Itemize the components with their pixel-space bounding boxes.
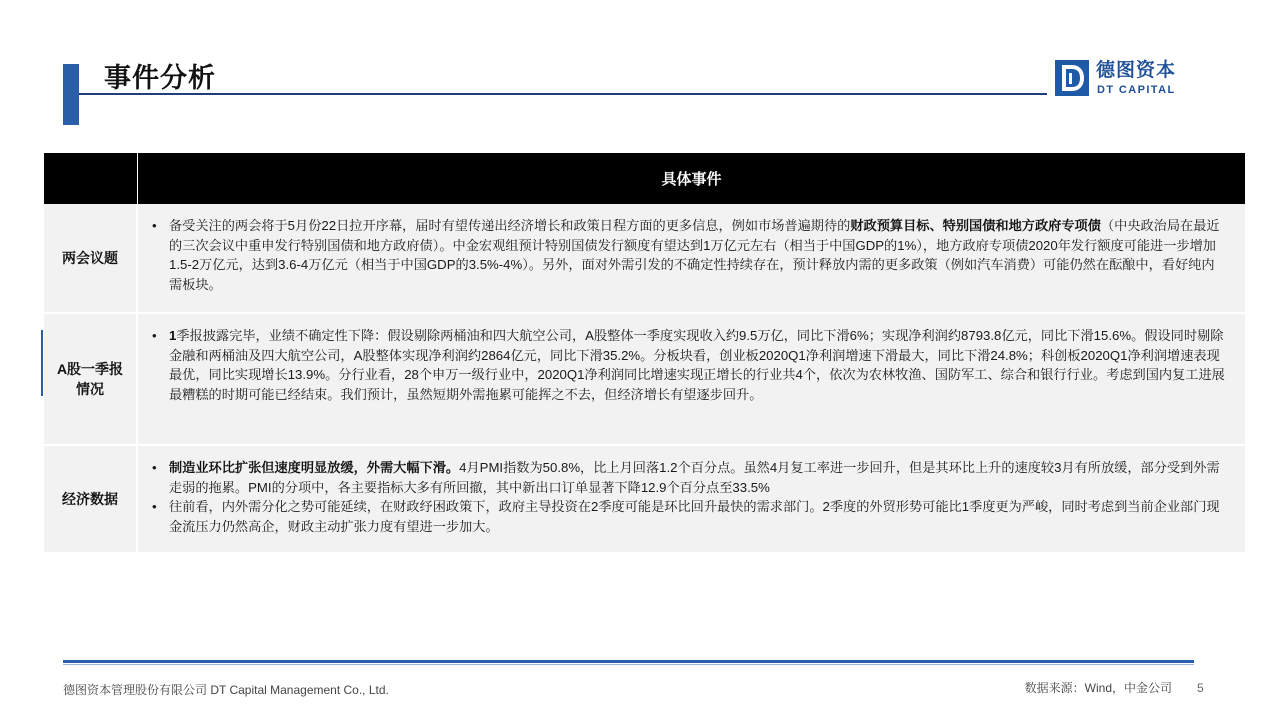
company-logo <box>1055 60 1195 100</box>
table-row <box>44 446 1245 554</box>
events-table <box>44 153 1245 554</box>
bullet-dot-icon: • <box>152 328 157 343</box>
table-header-title: 具体事件 <box>661 171 722 188</box>
footer-divider <box>63 660 1194 663</box>
bullet-dot-icon: • <box>152 499 157 514</box>
bullet-item <box>152 216 1225 294</box>
row-label: 经济数据 <box>44 446 138 552</box>
text-run: 4月PMI指数为50.8%，比上月回落1.2个百分点。虽然4月复工率进一步回升，但是其环比上升的速度较3月有所放缓，部分受到外需走弱的拖累。PMI的分项中，各主要指标大多有所回撤，其中新出口订单显著下降12.9个百分点至33.5% <box>169 460 1220 495</box>
row-label <box>44 314 138 444</box>
dt-logo-icon <box>1055 60 1089 96</box>
table-header-blank <box>44 153 138 204</box>
logo-text-cn: 德图资本 <box>1096 60 1177 81</box>
text-run-bold: 制造业环比扩张但速度明显放缓，外需大幅下滑。 <box>169 460 460 475</box>
footer-divider-thin <box>63 664 1194 665</box>
bullet-item <box>152 458 1225 497</box>
text-run-bold: 1 <box>169 328 177 343</box>
table-header <box>44 153 1245 204</box>
text-run-bold: 财政预算目标、特别国债和地方政府专项债 <box>850 218 1101 233</box>
title-divider <box>79 93 1047 95</box>
row-content <box>138 446 1245 552</box>
logo-text-en: DT CAPITAL <box>1097 84 1176 96</box>
text-run: 备受关注的两会将于5月份22日拉开序幕，届时有望传递出经济增长和政策日程方面的更多信息，例如市场普遍期待的 <box>169 218 851 233</box>
page-number: 5 <box>1197 681 1204 695</box>
table-row <box>44 314 1245 446</box>
table-row <box>44 204 1245 314</box>
text-run: 往前看，内外需分化之势可能延续，在财政纾困政策下，政府主导投资在2季度可能是环比回升最快的需求部门。2季度的外贸形势可能比1季度更为严峻，同时考虑到当前企业部门现金流压力仍然高企，财政主动扩张力度有望进一步加大。 <box>169 499 1220 534</box>
row-label-text: A股一季报情况 <box>56 361 124 397</box>
row-content <box>138 314 1245 444</box>
bullet-dot-icon: • <box>152 218 157 233</box>
row-label: 两会议题 <box>44 204 138 312</box>
page-title: 事件分析 <box>104 63 216 93</box>
row-marker <box>41 330 43 396</box>
footer-source: 数据来源：Wind，中金公司 <box>1024 681 1172 695</box>
bullet-item <box>152 326 1225 404</box>
text-run: 季报披露完毕，业绩不确定性下降：假设剔除两桶油和四大航空公司，A股整体一季度实现收入约9.5万亿，同比下滑6%；实现净利润约8793.8亿元，同比下滑15.6%。假设同时剔除金融和两桶油及四大航空公司，A股整体实现净利润约2864亿元，同比下滑35.2%。分板块看，创业板2020Q1净利润增速下滑最大，同比下滑24.8%；科创板2020Q1净利润增速表现最优，同比实现增长13.9%。分行业看，28个申万一级行业中，2020Q1净利润同比增速实现正增长的行业共4个，依次为农林牧渔、国防军工、综合和银行行业。考虑到国内复工进展最糟糕的时期可能已经结束。我们预计，虽然短期外需拖累可能挥之不去，但经济增长有望逐步回升。 <box>169 328 1225 402</box>
title-accent-bar <box>63 64 79 125</box>
text-run: （中央政治局在最近的三次会议中重申发行特别国债和地方政府债）。中金宏观组预计特别国债发行额度有望达到1万亿元左右（相当于中国GDP的1%），地方政府专项债2020年发行额度可能进一步增加1.5-2万亿元，达到3.6-4万亿元（相当于中国GDP的3.5%-4%）。另外，面对外需引发的不确定性持续存在，预计释放内需的更多政策（例如汽车消费）可能仍然在酝酿中，看好纯内需板块。 <box>169 218 1220 292</box>
bullet-item <box>152 497 1225 536</box>
footer-company: 德图资本管理股份有限公司 DT Capital Management Co., Ltd. <box>63 683 389 697</box>
bullet-dot-icon: • <box>152 460 157 475</box>
row-content <box>138 204 1245 312</box>
